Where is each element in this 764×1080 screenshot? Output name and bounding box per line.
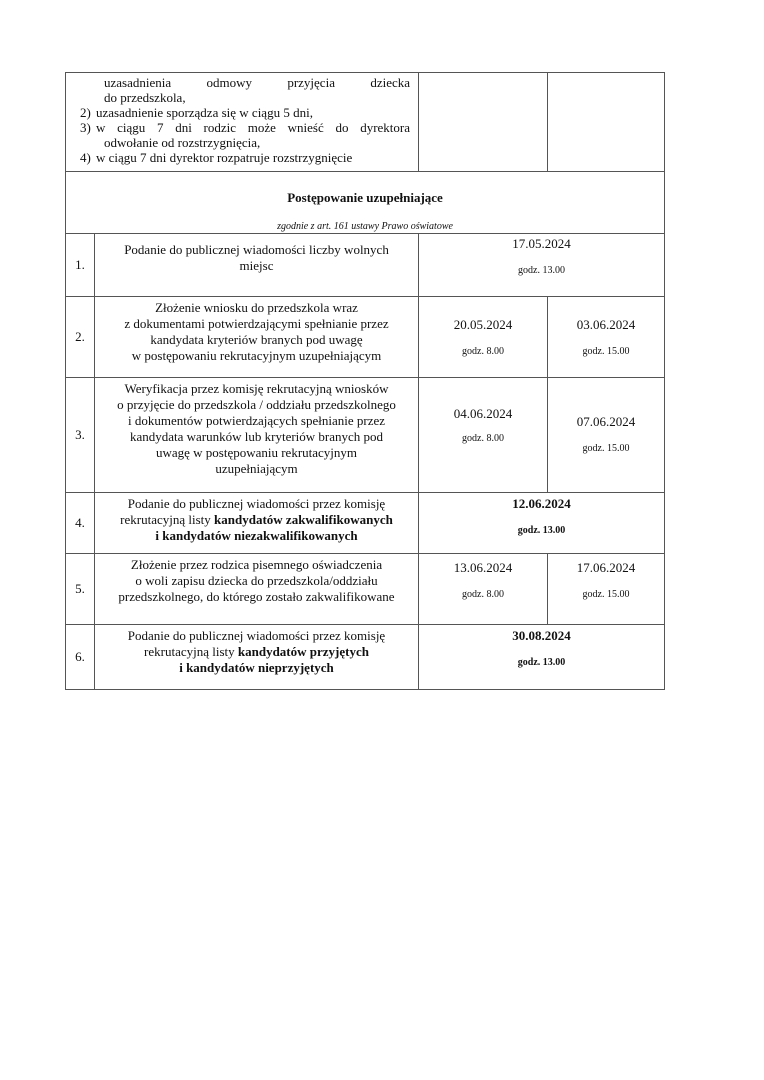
table-row bbox=[66, 378, 665, 493]
table-row bbox=[66, 234, 665, 297]
list-item: 3) w ciągu 7 dni rodzic może wnieść do dyrektora bbox=[80, 120, 411, 135]
row-number: 4. bbox=[66, 493, 95, 554]
date-value: 13.06.2024 bbox=[453, 560, 513, 575]
date-cell bbox=[419, 625, 665, 690]
list-item-continuation: odwołanie od rozstrzygnięcia, bbox=[104, 135, 261, 150]
row-description: Złożenie przez rodzica pisemnego oświadczenia o woli zapisu dziecka do przedszkola/oddziału przedszkolnego, do którego zostało zakwalifikowane bbox=[95, 554, 419, 625]
start-date-cell bbox=[419, 297, 548, 378]
list-item: 4) w ciągu 7 dni dyrektor rozpatruje rozstrzygnięcie bbox=[80, 150, 353, 165]
row-description: Podanie do publicznej wiadomości liczby wolnych miejsc bbox=[95, 234, 419, 297]
date-cell bbox=[419, 493, 665, 554]
row-number: 6. bbox=[66, 625, 95, 690]
time-value: godz. 8.00 bbox=[462, 433, 504, 444]
time-value: godz. 15.00 bbox=[582, 589, 630, 600]
time-value: godz. 15.00 bbox=[582, 443, 630, 454]
list-line: do przedszkola, bbox=[104, 90, 186, 105]
section-header-row bbox=[66, 172, 665, 234]
time-value: godz. 13.00 bbox=[517, 657, 566, 668]
table-row bbox=[66, 297, 665, 378]
time-value: godz. 8.00 bbox=[462, 346, 504, 357]
appeal-procedure-cell bbox=[66, 73, 419, 172]
table-row bbox=[66, 493, 665, 554]
row-description: Złożenie wniosku do przedszkola wraz z dokumentami potwierdzającymi spełnianie przez kandydata kryteriów branych pod uwagę w postępowaniu rekrutacyjnym uzupełniającym bbox=[95, 297, 419, 378]
table-row bbox=[66, 625, 665, 690]
date-cell bbox=[419, 234, 665, 297]
empty-cell bbox=[548, 73, 665, 172]
table-row bbox=[66, 554, 665, 625]
date-value: 17.05.2024 bbox=[512, 236, 571, 251]
start-date-cell bbox=[419, 378, 548, 493]
section-subtitle: zgodnie z art. 161 ustawy Prawo oświatowe bbox=[277, 221, 453, 232]
row-number: 1. bbox=[66, 234, 95, 297]
date-value: 07.06.2024 bbox=[576, 414, 636, 429]
date-value: 03.06.2024 bbox=[576, 317, 636, 332]
appeal-steps-list bbox=[72, 105, 410, 165]
continuation-row bbox=[66, 73, 665, 172]
end-date-cell bbox=[548, 297, 665, 378]
empty-cell bbox=[419, 73, 548, 172]
section-title: Postępowanie uzupełniające bbox=[287, 190, 443, 205]
row-description: Podanie do publicznej wiadomości przez komisję rekrutacyjną listy kandydatów przyjętych i kandydatów nieprzyjętych bbox=[95, 625, 419, 690]
start-date-cell bbox=[419, 554, 548, 625]
time-value: godz. 13.00 bbox=[517, 525, 566, 536]
row-number: 2. bbox=[66, 297, 95, 378]
row-description: Weryfikacja przez komisję rekrutacyjną wniosków o przyjęcie do przedszkola / oddziału przedszkolnego i dokumentów potwierdzających spełnianie przez kandydata warunków lub kryteriów branych pod uwagę w postępowaniu rekrutacyjnym uzupełniającym bbox=[95, 378, 419, 493]
section-header bbox=[66, 172, 665, 234]
list-line: uzasadnienia odmowy przyjęcia dziecka bbox=[104, 75, 411, 90]
time-value: godz. 8.00 bbox=[462, 589, 504, 600]
date-value: 20.05.2024 bbox=[453, 317, 513, 332]
date-value: 30.08.2024 bbox=[512, 628, 571, 643]
date-value: 17.06.2024 bbox=[576, 560, 636, 575]
end-date-cell bbox=[548, 554, 665, 625]
date-value: 04.06.2024 bbox=[453, 406, 513, 421]
row-number: 3. bbox=[66, 378, 95, 493]
end-date-cell bbox=[548, 378, 665, 493]
list-item: 2) uzasadnienie sporządza się w ciągu 5 dni, bbox=[80, 105, 313, 120]
time-value: godz. 13.00 bbox=[518, 265, 565, 276]
time-value: godz. 15.00 bbox=[582, 346, 630, 357]
date-value: 12.06.2024 bbox=[512, 496, 571, 511]
row-number: 5. bbox=[66, 554, 95, 625]
row-description: Podanie do publicznej wiadomości przez komisję rekrutacyjną listy kandydatów zakwalifikowanych i kandydatów niezakwalifikowanych bbox=[95, 493, 419, 554]
schedule-table bbox=[65, 72, 665, 690]
